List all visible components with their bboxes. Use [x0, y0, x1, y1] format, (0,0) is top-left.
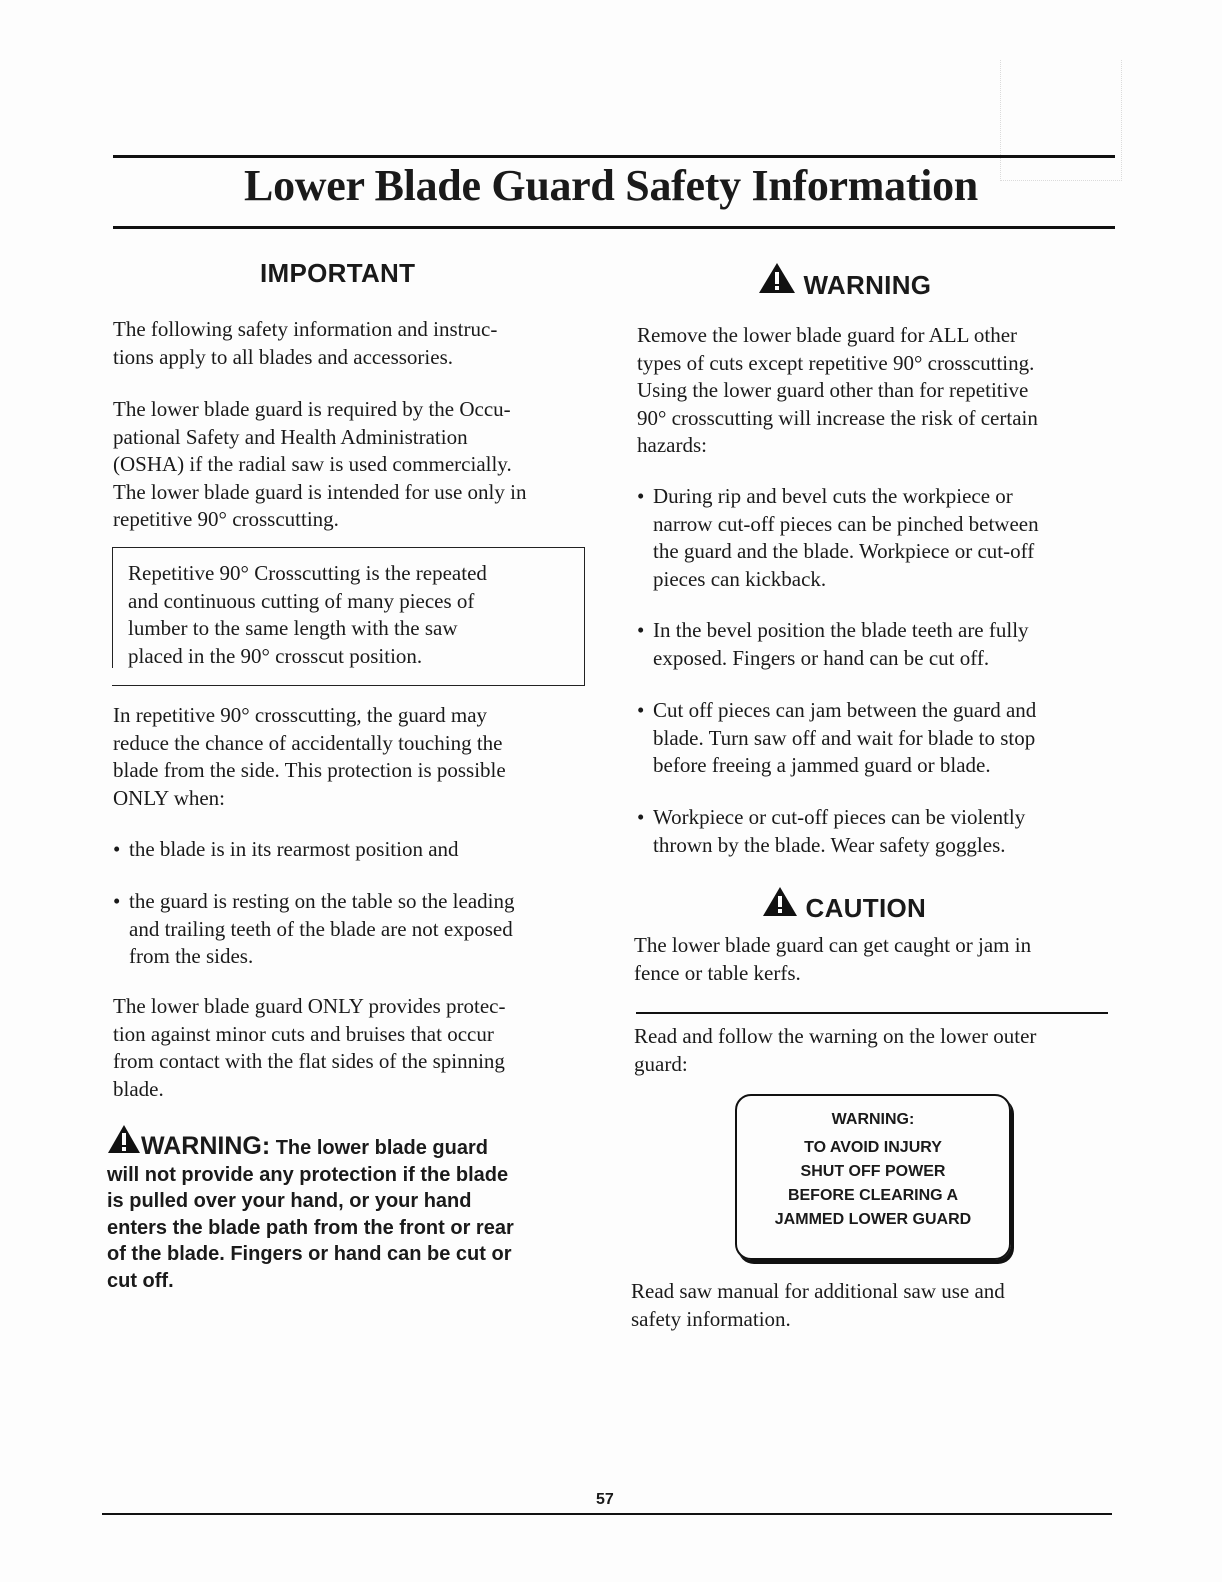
page-title: Lower Blade Guard Safety Information	[244, 161, 978, 210]
header-bottom-rule	[113, 226, 1115, 229]
page-number: 57	[596, 1491, 614, 1508]
warning-intro-paragraph: Remove the lower blade guard for ALL other types of cuts except repetitive 90° crosscutting. Using the lower guard other than for repetitive 90° crosscutting will increase the risk of certain hazards:	[637, 323, 1038, 457]
label-line: TO AVOID INJURY	[804, 1139, 942, 1156]
section-divider	[636, 1012, 1108, 1014]
caution-heading: CAUTION	[762, 886, 926, 924]
warning-heading: WARNING	[758, 262, 931, 301]
label-line: SHUT OFF POWER	[800, 1163, 946, 1180]
header-top-rule	[113, 155, 1115, 158]
guard-warning-label	[735, 1094, 1011, 1260]
warning-triangle-icon	[107, 1124, 141, 1154]
caution-text: The lower blade guard can get caught or jam in fence or table kerfs.	[634, 933, 1032, 985]
crosscutting-definition-box: Repetitive 90° Crosscutting is the repeated and continuous cutting of many pieces of lumber to the same length with the saw placed in the 90° crosscut position.	[112, 547, 585, 686]
label-line: BEFORE CLEARING A	[787, 1187, 959, 1204]
important-heading: IMPORTANT	[260, 258, 416, 288]
bold-warning-block: WARNING: The lower blade guard will not provide any protection if the blade is pulled over your hand, or your hand enters the blade path from the front or rear of the blade. Fingers or hand can be cut or cut off.	[107, 1124, 587, 1294]
label-title: WARNING:	[831, 1111, 915, 1128]
label-line: JAMMED LOWER GUARD	[774, 1211, 972, 1228]
osha-paragraph: The lower blade guard is required by the Occu- pational Safety and Health Administration (OSHA) if the radial saw is used commercially. The lower blade guard is intended for use only in repetitive 90° crosscutting.	[113, 397, 527, 531]
protection-paragraph: In repetitive 90° crosscutting, the guard may reduce the chance of accidentally touching the blade from the side. This protection is possible ONLY when:	[113, 703, 506, 810]
footer-rule	[102, 1513, 1112, 1515]
read-follow-text: Read and follow the warning on the lower outer guard:	[634, 1024, 1037, 1076]
warning-triangle-icon	[758, 262, 796, 294]
warning-triangle-icon	[762, 886, 798, 917]
intro-paragraph: The following safety information and instruc- tions apply to all blades and accessories.	[113, 317, 498, 369]
minor-cuts-paragraph: The lower blade guard ONLY provides protec- tion against minor cuts and bruises that occur from contact with the flat sides of the spinning blade.	[113, 994, 506, 1101]
manual-reference-text: Read saw manual for additional saw use and safety information.	[631, 1279, 1005, 1331]
